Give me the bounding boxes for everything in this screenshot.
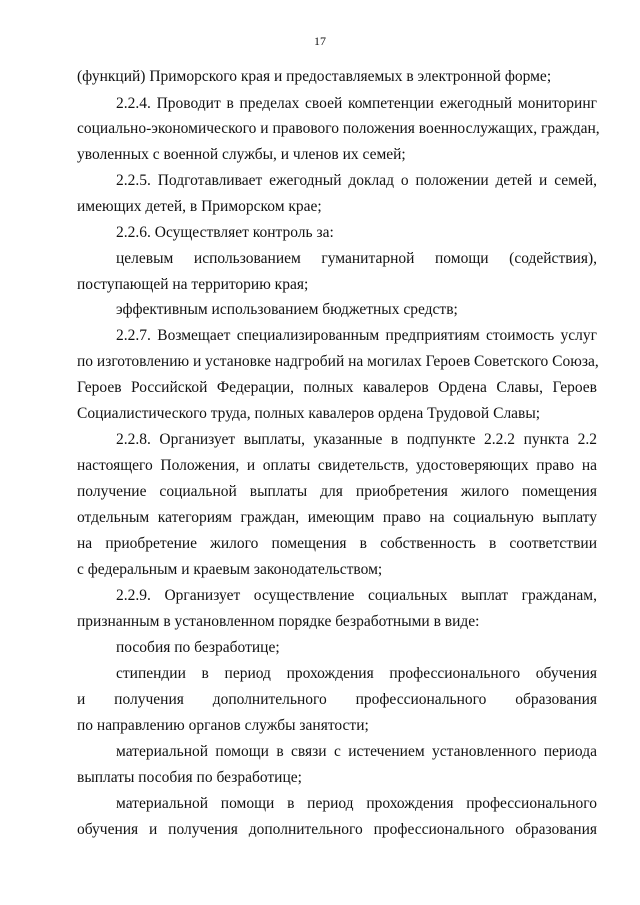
text-line: эффективным использованием бюджетных средств; <box>116 301 458 318</box>
text-line: имеющих детей, в Приморском крае; <box>77 198 322 215</box>
text-line: целевым использованием гуманитарной помощи (содействия), <box>116 250 597 267</box>
text-line: стипендии в период прохождения профессионального обучения <box>116 665 597 682</box>
text-line: по направлению органов службы занятости; <box>77 717 369 734</box>
text-line: настоящего Положения, и оплаты свидетельств, удостоверяющих право на <box>77 457 597 474</box>
text-line: 2.2.4. Проводит в пределах своей компетенции ежегодный мониторинг <box>116 95 597 112</box>
text-line: отдельным категориям граждан, имеющим право на социальную выплату <box>77 509 597 526</box>
text-line: материальной помощи в период прохождения профессионального <box>116 795 597 812</box>
text-line: 2.2.5. Подготавливает ежегодный доклад о положении детей и семей, <box>116 172 597 189</box>
text-line: выплаты пособия по безработице; <box>77 769 302 786</box>
text-line: получение социальной выплаты для приобретения жилого помещения <box>77 483 597 500</box>
text-line: признанным в установленном порядке безработными в виде: <box>77 613 480 630</box>
text-line: пособия по безработице; <box>116 639 280 656</box>
text-line: по изготовлению и установке надгробий на могилах Героев Советского Союза, <box>77 353 599 370</box>
page-number: 17 <box>314 34 326 48</box>
text-line: (функций) Приморского края и предоставляемых в электронной форме; <box>77 68 552 85</box>
text-line: на приобретение жилого помещения в собственность в соответствии <box>77 535 597 552</box>
text-line: Социалистического труда, полных кавалеров ордена Трудовой Славы; <box>77 405 541 422</box>
text-line: поступающей на территорию края; <box>77 276 309 293</box>
text-line: Героев Российской Федерации, полных кавалеров Ордена Славы, Героев <box>77 379 597 396</box>
text-line: 2.2.8. Организует выплаты, указанные в подпункте 2.2.2 пункта 2.2 <box>116 431 597 448</box>
text-line: обучения и получения дополнительного профессионального образования <box>77 821 597 838</box>
text-line: 2.2.7. Возмещает специализированным предприятиям стоимость услуг <box>116 327 597 344</box>
text-line: 2.2.9. Организует осуществление социальных выплат гражданам, <box>116 587 597 604</box>
text-line: и получения дополнительного профессионального образования <box>77 691 597 708</box>
text-line: уволенных с военной службы, и членов их семей; <box>77 146 406 163</box>
text-line: 2.2.6. Осуществляет контроль за: <box>116 224 334 241</box>
text-line: с федеральным и краевым законодательством; <box>77 561 383 578</box>
text-line: материальной помощи в связи с истечением установленного периода <box>116 743 597 760</box>
text-line: социально-экономического и правового положения военнослужащих, граждан, <box>77 120 600 137</box>
